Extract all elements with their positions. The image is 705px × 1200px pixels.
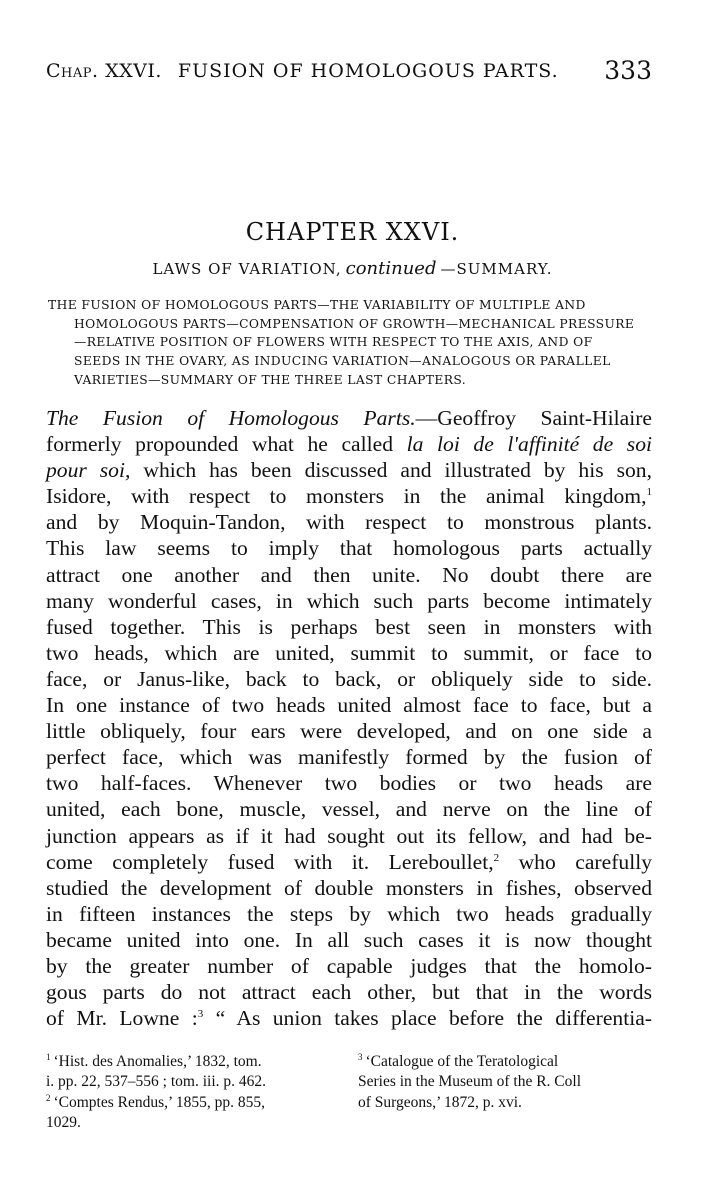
footnote-3-cont: of Surgeons,’ 1872, p. xvi. [358,1093,522,1111]
body-text-span: formerly propounded what he called [46,432,407,457]
summary-line: HOMOLOGOUS PARTS—COMPENSATION OF GROWTH—MECHANICAL PRESSURE [74,316,635,331]
body-line: became united into one. In all such cases it is now thought [46,927,652,952]
summary-line: —RELATIVE POSITION OF FLOWERS WITH RESPECT TO THE AXIS, AND OF [74,335,593,350]
body-line: perfect face, which was manifestly formed by the fusion of [46,745,652,770]
summary-line: THE FUSION OF HOMOLOGOUS PARTS—THE VARIABILITY OF MULTIPLE AND [48,298,586,312]
running-head [46,56,652,96]
footnote-mark: 3 [358,1051,363,1062]
footnote-2-cont: 1029. [46,1114,81,1132]
subtitle-italic: continued [345,258,437,279]
footnote-ref: 1 [646,486,652,499]
body-line: many wonderful cases, in which such parts become intimately [46,588,652,613]
body-line: two half-faces. Whenever two bodies or two heads are [46,771,652,796]
body-line: junction appears as if it had sought out its fellow, and had be- [46,823,652,848]
body-text-span: of Mr. Lowne : [46,1006,198,1031]
body-line: and by Moquin-Tandon, with respect to monstrous plants. [46,510,652,535]
french-phrase: pour soi, [46,458,131,483]
chapter-abbrev: Chap. XXVI. [46,60,162,82]
footnote-mark: 2 [46,1092,51,1103]
running-head-left [46,60,559,82]
body-line: face, or Janus-like, back to back, or obliquely side to side. [46,666,652,691]
body-text-span: —Geoffroy Saint-Hilaire [415,406,652,430]
body-line: gous parts do not attract each other, but that in the words [46,980,652,1005]
chapter-title: CHAPTER XXVI. [245,218,460,246]
body-paragraph [46,405,652,1031]
footnote-3-cont: Series in the Museum of the R. Coll [358,1073,582,1091]
subtitle-after: —SUMMARY. [440,260,553,278]
body-line: in fifteen instances the steps by which two heads gradually [46,901,652,926]
body-line: In one instance of two heads united almost face to face, but a [46,693,652,718]
footnote-ref: 2 [493,851,500,864]
footnote-1-cont: i. pp. 22, 537–556 ; tom. iii. p. 462. [46,1073,267,1091]
body-line: little obliquely, four ears were developed, and on one side a [46,719,652,744]
summary-line: SEEDS IN THE OVARY, AS INDUCING VARIATION—ANALOGOUS OR PARALLEL [74,354,611,369]
body-line: united, each bone, muscle, vessel, and nerve on the line of [46,797,652,822]
summary-line: VARIETIES—SUMMARY OF THE THREE LAST CHAPTERS. [74,372,467,387]
body-text-span: come completely fused with it. Lereboullet, [46,849,494,874]
footnote-text: ‘Comptes Rendus,’ 1855, pp. 855, [53,1093,266,1111]
body-line [46,483,652,509]
body-line [46,405,652,431]
body-line: fused together. This is perhaps best seen in monsters with [46,614,652,639]
running-head-title: FUSION OF HOMOLOGOUS PARTS. [177,60,559,82]
footnote-ref: 3 [197,1007,204,1020]
footnote-column-right [358,1052,652,1113]
body-text-span: “ As union takes place before the differentia- [203,1006,652,1031]
body-line: two heads, which are united, summit to summit, or face to [46,640,652,665]
body-text-span: who carefully [499,849,652,874]
body-text-span: Isidore, with respect to monsters in the animal kingdom, [46,484,647,509]
footnote-column-left [46,1052,346,1134]
footnote-2 [46,1093,346,1113]
chapter-subtitle [0,258,705,279]
body-line [46,431,652,457]
page-number: 333 [604,56,652,85]
section-heading: The Fusion of Homologous Parts. [46,406,416,430]
body-line: studied the development of double monsters in fishes, observed [46,875,652,900]
footnote-text: ‘Hist. des Anomalies,’ 1832, tom. [53,1053,262,1070]
footnote-mark: 1 [46,1051,51,1062]
body-line: attract one another and then unite. No doubt there are [46,562,652,587]
body-line [46,849,652,875]
body-line: This law seems to imply that homologous parts actually [46,536,652,561]
body-line [46,1005,652,1031]
footnote-1 [46,1052,346,1072]
subtitle-before: LAWS OF VARIATION, [152,260,342,278]
body-line: by the greater number of capable judges that the homolo- [46,953,652,978]
chapter-summary [48,296,656,390]
footnote-text: ‘Catalogue of the Teratological [365,1053,559,1070]
french-phrase: la loi de l'affinité de soi [406,432,652,457]
footnote-3 [358,1052,652,1072]
body-line [46,457,652,483]
body-text-span: which has been discussed and illustrated by his son, [130,458,652,483]
